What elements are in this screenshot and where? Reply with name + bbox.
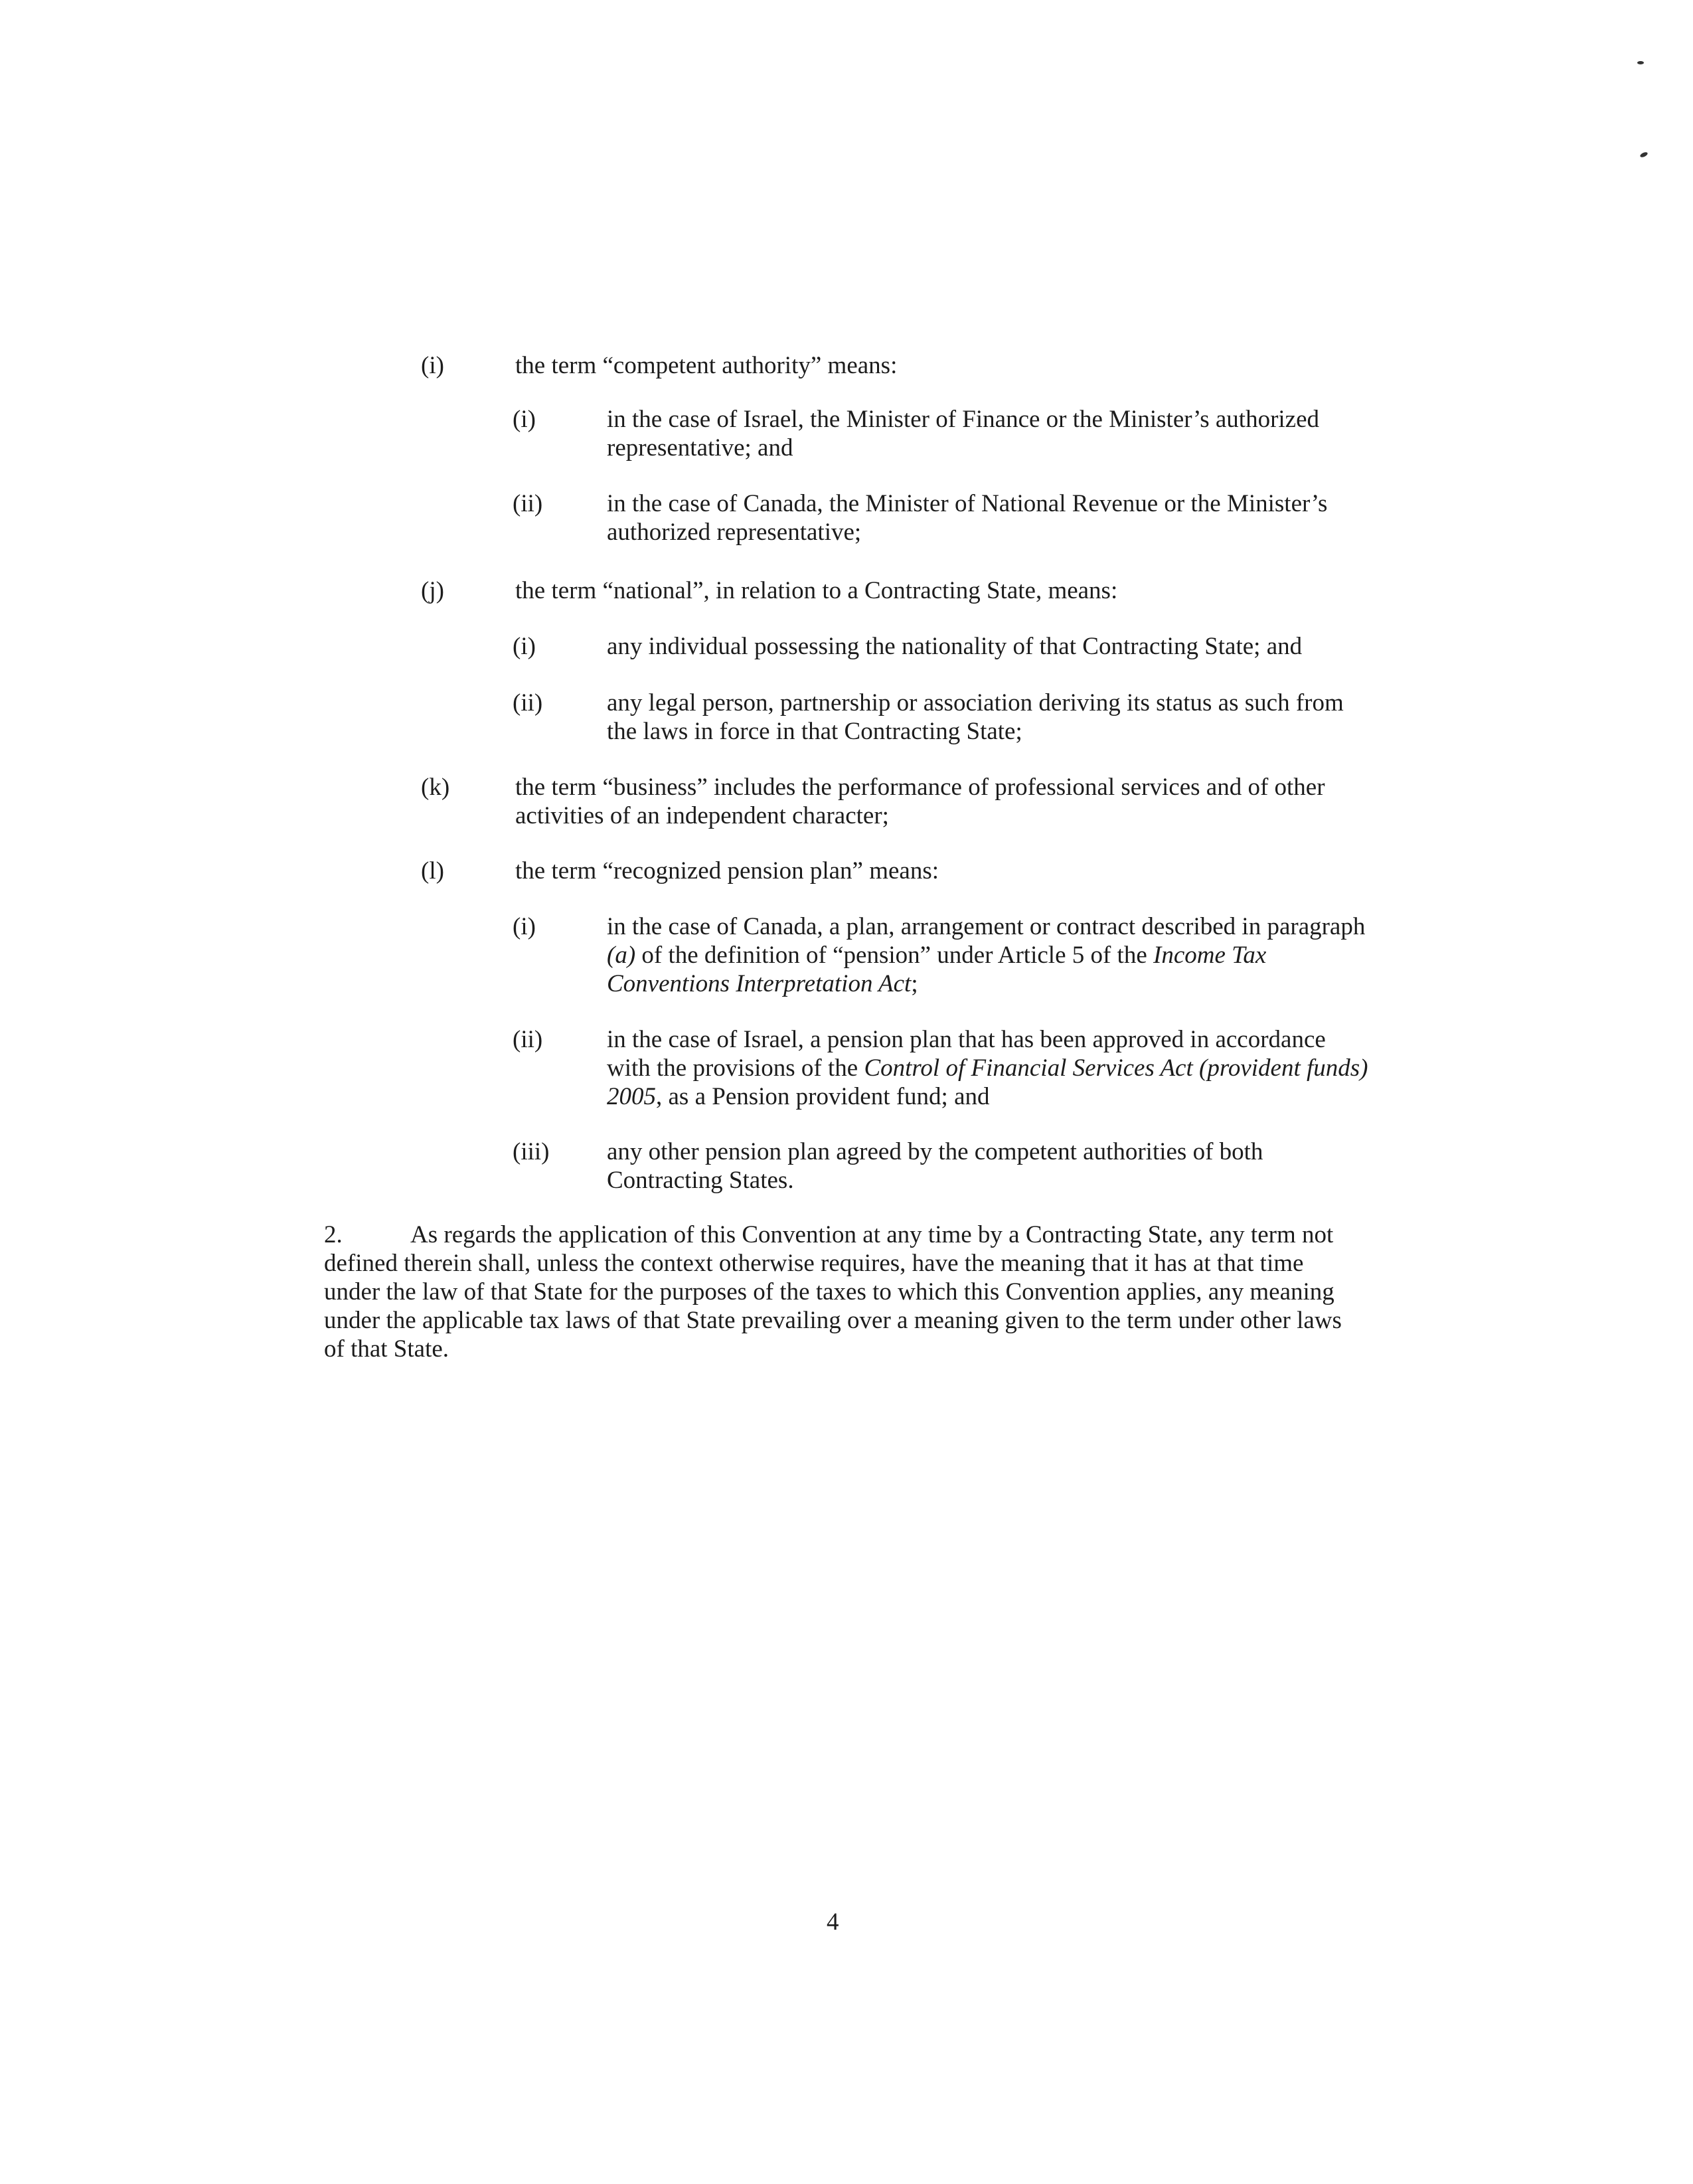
- subitem-text: in the case of Israel, the Minister of Finance or the Minister’s authorized representative; and: [607, 406, 1320, 462]
- subitem-label: (ii): [513, 490, 543, 517]
- italic-reference: (a): [607, 942, 636, 969]
- subitem-text: any individual possessing the nationality of that Contracting State; and: [607, 633, 1303, 660]
- scan-mark: [1639, 151, 1648, 159]
- paragraph-number: 2.: [324, 1221, 343, 1248]
- scan-mark: [1637, 61, 1644, 64]
- subitem-label: (ii): [513, 1026, 543, 1053]
- subitem-label: (i): [513, 913, 536, 940]
- italic-act-title: Income Tax Conventions Interpretation Act: [607, 942, 1267, 997]
- subitem-label: (iii): [513, 1138, 550, 1165]
- italic-act-title: Control of Financial Services Act (provident funds) 2005: [607, 1054, 1368, 1110]
- item-text: the term “national”, in relation to a Contracting State, means:: [515, 577, 1118, 604]
- subitem-label: (i): [513, 406, 536, 433]
- subitem-text: in the case of Canada, the Minister of National Revenue or the Minister’s authorized representative;: [607, 490, 1328, 546]
- item-text: the term “competent authority” means:: [515, 352, 898, 379]
- subitem-text: in the case of Canada, a plan, arrangement or contract described in paragraph (a) of the definition of “pension” under Article 5 of the Income Tax Conventions Interpretation Act;: [607, 913, 1366, 997]
- item-text: the term “business” includes the performance of professional services and of other activities of an independent character;: [515, 774, 1325, 829]
- subitem-label: (ii): [513, 689, 543, 716]
- item-label: (l): [421, 857, 444, 884]
- subitem-label: (i): [513, 633, 536, 660]
- item-text: the term “recognized pension plan” means:: [515, 857, 939, 884]
- paragraph-2: [324, 1220, 1360, 1363]
- subitem-text: in the case of Israel, a pension plan that has been approved in accordance with the provisions of the Control of Financial Services Act (provident funds) 2005, as a Pension provident fund; and: [607, 1026, 1368, 1110]
- subitem-text: any other pension plan agreed by the competent authorities of both Contracting States.: [607, 1138, 1263, 1194]
- page-number: 4: [827, 1908, 839, 1936]
- paragraph-text: As regards the application of this Convention at any time by a Contracting State, any term not defined therein shall, unless the context otherwise requires, have the meaning that it has at that time under the law of that State for the purposes of the taxes to which this Convention applies, any meaning under the applicable tax laws of that State prevailing over a meaning given to the term under other laws of that State.: [324, 1221, 1342, 1363]
- subitem-text: any legal person, partnership or association deriving its status as such from the laws in force in that Contracting State;: [607, 689, 1344, 745]
- item-label: (k): [421, 774, 450, 801]
- item-label: (i): [421, 352, 444, 379]
- item-label: (j): [421, 577, 444, 604]
